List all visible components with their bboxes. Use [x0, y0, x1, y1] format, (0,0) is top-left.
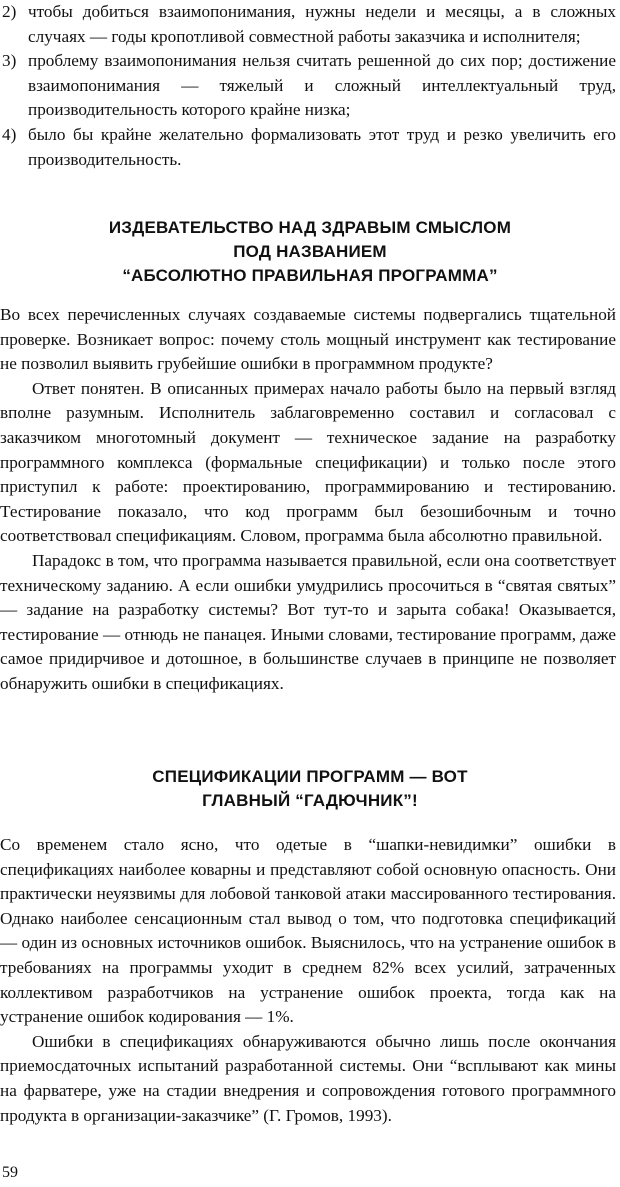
list-item [0, 123, 616, 172]
numbered-list [0, 0, 616, 172]
list-item-text: было бы крайне желательно формализовать этот труд и резко увеличить его производительность. [28, 124, 616, 169]
heading-line: СПЕЦИФИКАЦИИ ПРОГРАММ — ВОТ [152, 767, 468, 786]
heading-line: “АБСОЛЮТНО ПРАВИЛЬНАЯ ПРОГРАММА” [122, 266, 498, 285]
page-number: 59 [2, 1164, 18, 1181]
section-heading-specifications [0, 765, 620, 813]
list-item-text: проблему взаимопонимания нельзя считать решенной до сих пор; достижение взаимопонимания — тяжелый и сложный интеллектуальный труд, производительность которого крайне низка; [28, 51, 616, 120]
paragraph: Парадокс в том, что программа называется правильной, если она соответствует техническому заданию. А если ошибки умудрились просочиться в “святая святых” — задание на разработку системы? Вот тут-то и зарыта собака! Оказывается, тестирование — отнюдь не панацея. Иными словами, тестирование программ, даже самое придирчивое и дотошное, в большинстве случаев в принципе не позволяет обнаружить ошибки в спецификациях. [0, 550, 616, 693]
heading-line: ГЛАВНЫЙ “ГАДЮЧНИК”! [202, 791, 418, 810]
section-heading-absolute-program [0, 216, 620, 288]
heading-line: ИЗДЕВАТЕЛЬСТВО НАД ЗДРАВЫМ СМЫСЛОМ [108, 218, 512, 237]
list-item [0, 49, 616, 123]
section-body-specifications [0, 833, 616, 1128]
paragraph: Ошибки в спецификациях обнаруживаются обычно лишь после окончания приемосдаточных испытаний разработанной системы. Они “всплывают как мины на фарватере, уже на стадии внедрения и сопровождения готового программного продукта в организации-заказчике” (Г. Громов, 1993). [0, 1031, 616, 1125]
paragraph: Со временем стало ясно, что одетые в “шапки-невидимки” ошибки в спецификациях наиболее коварны и представляют собой основную опасность. Они практически неуязвимы для лобовой танковой атаки массированного тестирования. Однако наиболее сенсационным стал вывод о том, что подготовка спецификаций — один из основных источников ошибок. Выяснилось, что на устранение ошибок в требованиях на программы уходит в среднем 82% всех усилий, затраченных коллективом разработчиков на устранение ошибок проекта, тогда как на устранение ошибок кодирования — 1%. [0, 835, 616, 1027]
list-item-text: чтобы добиться взаимопонимания, нужны недели и месяцы, а в сложных случаях — годы кропотливой совместной работы заказчика и исполнителя; [28, 2, 616, 46]
paragraph: Во всех перечисленных случаях создаваемые системы подвергались тщательной проверке. Возникает вопрос: почему столь мощный инструмент как тестирование не позволил выявить грубейшие ошибки в программном продукте? [0, 305, 616, 374]
list-item-number: 2) [2, 2, 17, 21]
list-item-number: 4) [2, 124, 17, 144]
list-item [0, 0, 616, 49]
heading-line: ПОД НАЗВАНИЕМ [233, 242, 387, 261]
list-item-number: 3) [2, 51, 17, 71]
paragraph: Ответ понятен. В описанных примерах начало работы было на первый взгляд вполне разумным. Исполнитель заблаговременно составил и согласовал с заказчиком многотомный документ — техническое задание на разработку программного комплекса (формальные спецификации) и только после этого приступил к работе: проектированию, программированию и тестированию. Тестирование показало, что код программ был безошибочным и точно соответствовал спецификациям. Словом, программа была абсолютно правильной. [0, 378, 616, 546]
section-body-absolute-program [0, 303, 616, 697]
